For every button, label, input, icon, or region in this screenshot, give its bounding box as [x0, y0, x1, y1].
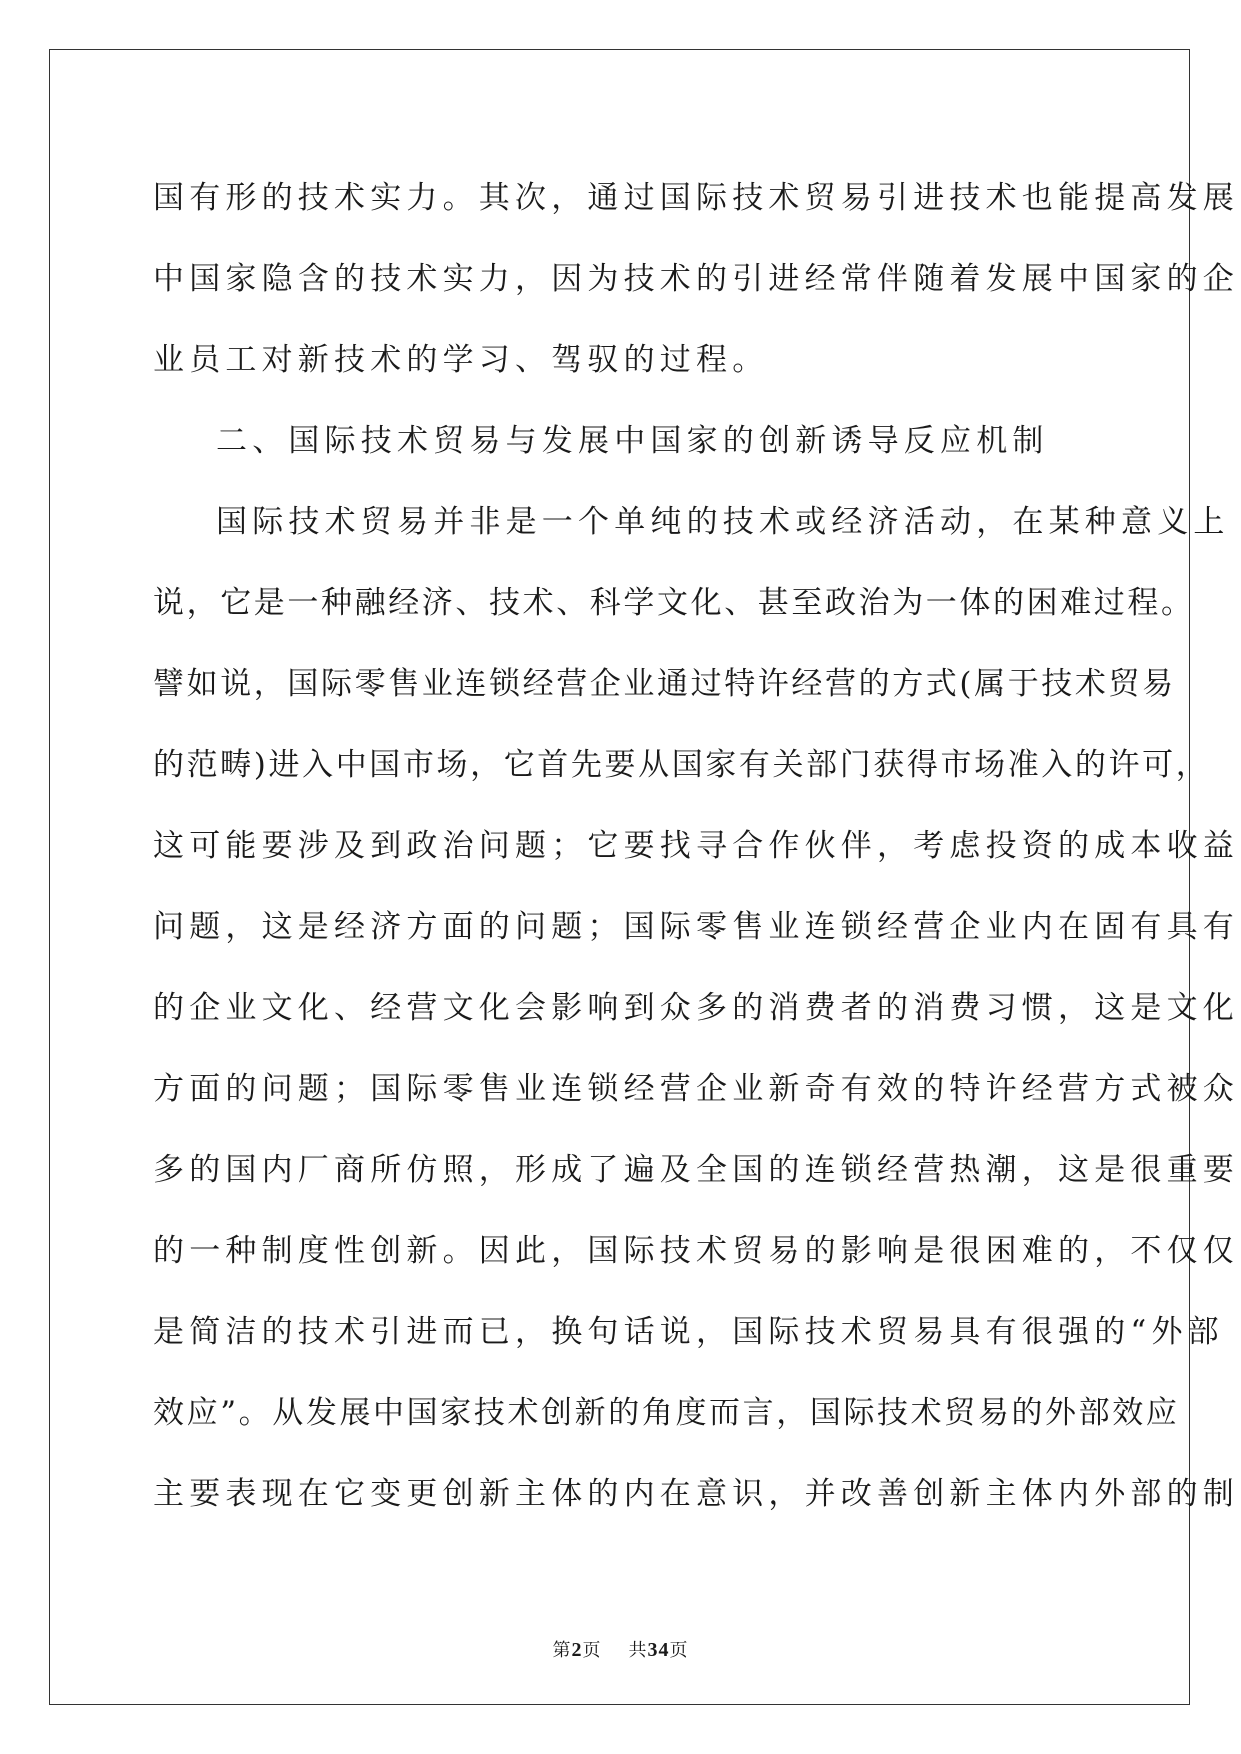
footer-prefix: 第 [552, 1640, 572, 1661]
text-line: 说，它是一种融经济、技术、科学文化、甚至政治为一体的困难过程。 [153, 585, 1195, 621]
page-footer [0, 1636, 1241, 1662]
page-number: 2 [571, 1639, 583, 1661]
total-pages: 34 [647, 1639, 670, 1661]
text-line: 业员工对新技术的学习、驾驭的过程。 [153, 342, 769, 378]
text-line: 主要表现在它变更创新主体的内在意识，并改善创新主体内外部的制 [153, 1476, 1239, 1512]
footer-total-suffix: 页 [669, 1640, 689, 1661]
text-line: 中国家隐含的技术实力，因为技术的引进经常伴随着发展中国家的企 [153, 261, 1239, 297]
text-line: 的范畴)进入中国市场，它首先要从国家有关部门获得市场准入的许可， [153, 747, 1210, 783]
text-line: 国有形的技术实力。其次，通过国际技术贸易引进技术也能提高发展 [153, 180, 1239, 216]
footer-page-suffix: 页 [582, 1640, 602, 1661]
section-heading: 二、国际技术贸易与发展中国家的创新诱导反应机制 [216, 423, 1049, 459]
text-line: 问题，这是经济方面的问题；国际零售业连锁经营企业内在固有具有 [153, 909, 1239, 945]
document-body [153, 158, 1239, 1535]
text-line: 多的国内厂商所仿照，形成了遍及全国的连锁经营热潮，这是很重要 [153, 1152, 1239, 1188]
text-line: 方面的问题；国际零售业连锁经营企业新奇有效的特许经营方式被众 [153, 1071, 1239, 1107]
text-line: 的企业文化、经营文化会影响到众多的消费者的消费习惯，这是文化 [153, 990, 1239, 1026]
paragraph-start-line: 国际技术贸易并非是一个单纯的技术或经济活动，在某种意义上 [216, 504, 1230, 540]
footer-total-prefix: 共 [628, 1640, 648, 1661]
text-line: 譬如说，国际零售业连锁经营企业通过特许经营的方式(属于技术贸易 [153, 666, 1176, 702]
text-line: 的一种制度性创新。因此，国际技术贸易的影响是很困难的，不仅仅 [153, 1233, 1239, 1269]
text-line: 是简洁的技术引进而已，换句话说，国际技术贸易具有很强的“外部 [153, 1314, 1224, 1350]
text-line: 效应”。从发展中国家技术创新的角度而言，国际技术贸易的外部效应 [153, 1395, 1180, 1431]
text-line: 这可能要涉及到政治问题；它要找寻合作伙伴，考虑投资的成本收益 [153, 828, 1239, 864]
